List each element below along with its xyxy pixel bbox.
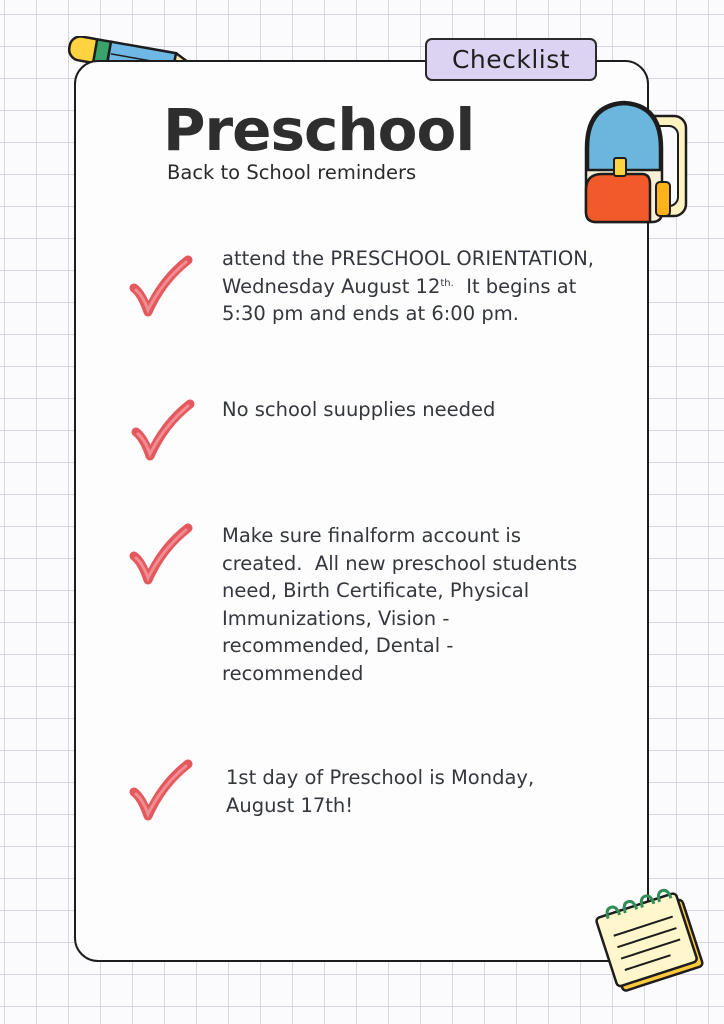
checklist-item-finalform — [222, 522, 602, 687]
item-line: Make sure finalform account is — [222, 524, 522, 547]
checkmark-icon — [128, 758, 194, 824]
checklist-item-orientation — [222, 245, 602, 328]
item-line: Immunizations, Vision - — [222, 606, 450, 630]
item-line: attend the PRESCHOOL ORIENTATION, — [222, 247, 594, 270]
item-line — [222, 273, 602, 301]
checklist-item-first-day — [226, 764, 606, 819]
item-line: recommended, Dental - — [222, 634, 454, 657]
item-line: need, Birth Certificate, Physical — [222, 579, 530, 602]
item-line: No school suupplies needed — [222, 398, 496, 421]
checklist-card — [74, 60, 649, 962]
backpack-icon — [580, 98, 692, 226]
checkmark-icon — [128, 522, 194, 588]
item-text-segment: It begins at — [453, 274, 577, 298]
notepad-icon — [594, 880, 710, 994]
item-line: recommended — [222, 661, 364, 685]
item-line: 5:30 pm and ends at 6:00 pm. — [222, 302, 519, 325]
checkmark-icon — [128, 254, 194, 320]
item-line: created. All new preschool students — [222, 551, 578, 575]
page-subtitle: Back to School reminders — [167, 161, 417, 184]
item-line: 1st day of Preschool is Monday, — [226, 766, 535, 789]
page-title: Preschool — [163, 96, 475, 164]
checklist-item-supplies — [222, 396, 602, 424]
item-text-segment: Wednesday August 12 — [222, 274, 441, 298]
checklist-tag: Checklist — [425, 38, 597, 81]
item-line: August 17th! — [226, 793, 354, 817]
checkmark-icon — [130, 398, 196, 464]
ordinal-superscript: th. — [440, 277, 454, 289]
